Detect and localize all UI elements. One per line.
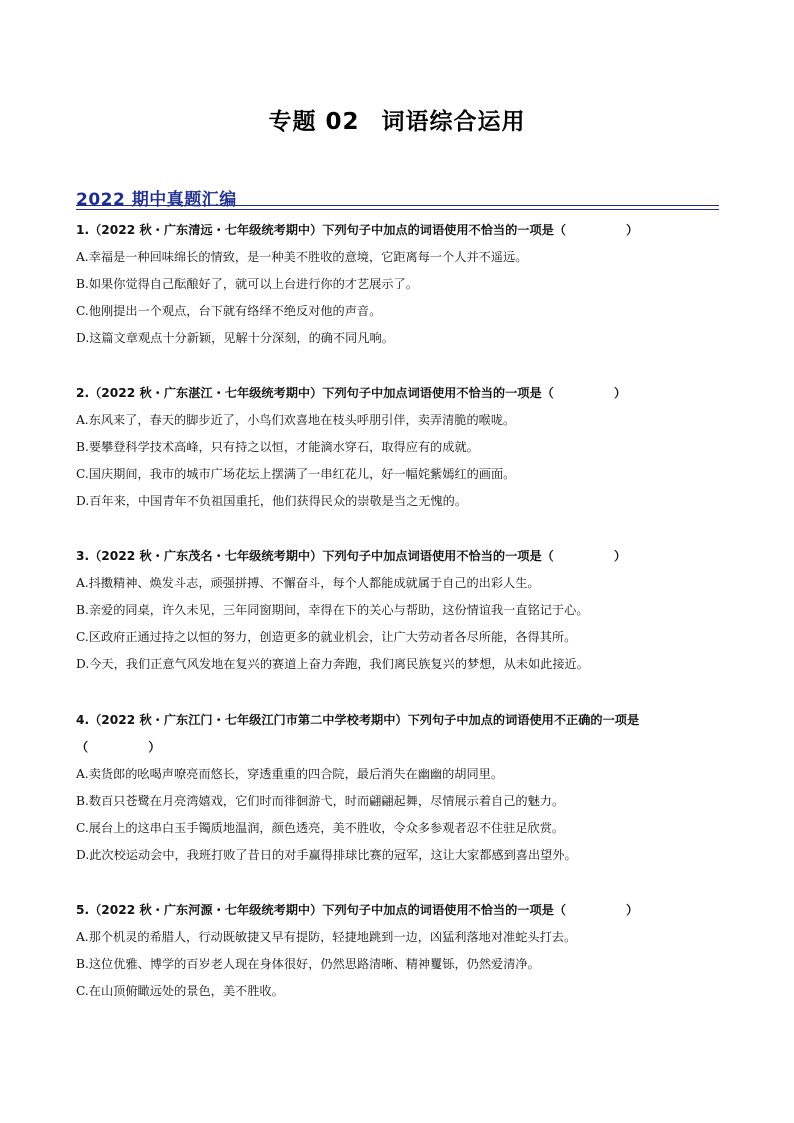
option-b: B.如果你觉得自己酝酿好了，就可以上台进行你的才艺展示了。 — [76, 277, 418, 291]
question-prompt: （2022 秋・广东茂名・七年级统考期中）下列句子中加点词语使用不恰当的一项是（ — [89, 549, 554, 563]
question-stem — [76, 543, 721, 570]
option-b: B.数百只苍鹭在月亮湾嬉戏，它们时而徘徊游弋，时而翩翩起舞，尽情展示着自己的魅力。 — [76, 794, 565, 808]
option-c: C.他刚提出一个观点，台下就有络绎不绝反对他的声音。 — [76, 304, 382, 318]
option-d: D.今天，我们正意气风发地在复兴的赛道上奋力奔跑，我们离民族复兴的梦想，从未如此接近。 — [76, 657, 589, 671]
question-stem — [76, 380, 721, 407]
question-stem — [76, 897, 721, 924]
option-d: D.此次校运动会中，我班打败了昔日的对手赢得排球比赛的冠军，这让大家都感到喜出望外。 — [76, 848, 577, 862]
option-b: B.这位优雅、博学的百岁老人现在身体很好，仍然思路清晰、精神矍铄，仍然爱清净。 — [76, 957, 540, 971]
answer-blank-close: ） — [626, 903, 639, 917]
question-number: 2. — [76, 386, 90, 400]
question-4 — [76, 707, 721, 869]
question-prompt: （2022 秋・广东湛江・七年级统考期中）下列句子中加点词语使用不恰当的一项是（ — [89, 386, 554, 400]
option-a: A.卖货郎的吆喝声嘹亮而悠长，穿透重重的四合院，最后消失在幽幽的胡同里。 — [76, 767, 504, 781]
answer-blank-close: ） — [148, 740, 161, 754]
page-title — [0, 103, 794, 136]
option-a: A.东风来了，春天的脚步近了，小鸟们欢喜地在枝头呼朋引伴，卖弄清脆的喉咙。 — [76, 413, 516, 427]
option-a: A.抖擞精神、焕发斗志，顽强拼搏、不懈奋斗，每个人都能成就属于自己的出彩人生。 — [76, 576, 540, 590]
question-number: 5. — [76, 903, 90, 917]
question-2 — [76, 380, 721, 515]
question-prompt: （2022 秋・广东河源・七年级统考期中）下列句子中加点的词语使用不恰当的一项是（ — [89, 903, 567, 917]
question-number: 3. — [76, 549, 90, 563]
question-3 — [76, 543, 721, 678]
question-prompt: （2022 秋・广东江门・七年级江门市第二中学校考期中）下列句子中加点的词语使用不正确的一项是 — [89, 713, 640, 727]
answer-blank-close: ） — [626, 223, 639, 237]
option-c: C.区政府正通过持之以恒的努力，创造更多的就业机会，让广大劳动者各尽所能，各得其所。 — [76, 630, 577, 644]
question-prompt: （2022 秋・广东清远・七年级统考期中）下列句子中加点的词语使用不恰当的一项是（ — [89, 223, 567, 237]
question-stem — [76, 707, 721, 761]
section-heading: 2022 期中真题汇编 — [76, 190, 237, 210]
option-b: B.亲爱的同桌，许久未见，三年同窗期间，幸得在下的关心与帮助，这份情谊我一直铭记于心。 — [76, 603, 589, 617]
title-topic-name: 词语综合运用 — [381, 109, 526, 135]
question-1 — [76, 217, 721, 352]
answer-blank-open: （ — [76, 740, 89, 754]
question-number: 4. — [76, 713, 90, 727]
option-c: C.在山顶俯瞰远处的景色，美不胜收。 — [76, 984, 284, 998]
option-b: B.要攀登科学技术高峰，只有持之以恒，才能滴水穿石，取得应有的成就。 — [76, 440, 479, 454]
option-a: A.幸福是一种回味绵长的情致，是一种美不胜收的意境，它距离每一个人并不遥远。 — [76, 250, 528, 264]
question-stem — [76, 217, 721, 244]
answer-blank-close: ） — [613, 386, 627, 400]
answer-blank-close: ） — [613, 549, 627, 563]
title-topic-number: 专题 02 — [268, 109, 360, 135]
section-rule — [76, 205, 719, 206]
option-d: D.百年来，中国青年不负祖国重托，他们获得民众的崇敬是当之无愧的。 — [76, 494, 468, 508]
option-d: D.这篇文章观点十分新颖，见解十分深刻，的确不同凡响。 — [76, 331, 394, 345]
question-5 — [76, 897, 721, 1005]
option-a: A.那个机灵的希腊人，行动既敏捷又早有提防，轻捷地跳到一边，凶猛利落地对准蛇头打去。 — [76, 930, 577, 944]
question-number: 1. — [76, 223, 90, 237]
option-c: C.展台上的这串白玉手镯质地温润，颜色透亮，美不胜收，令众多参观者忍不住驻足欣赏。 — [76, 821, 565, 835]
section-rule-thin — [76, 209, 719, 210]
option-c: C.国庆期间，我市的城市广场花坛上摆满了一串红花儿，好一幅姹紫嫣红的画面。 — [76, 467, 516, 481]
